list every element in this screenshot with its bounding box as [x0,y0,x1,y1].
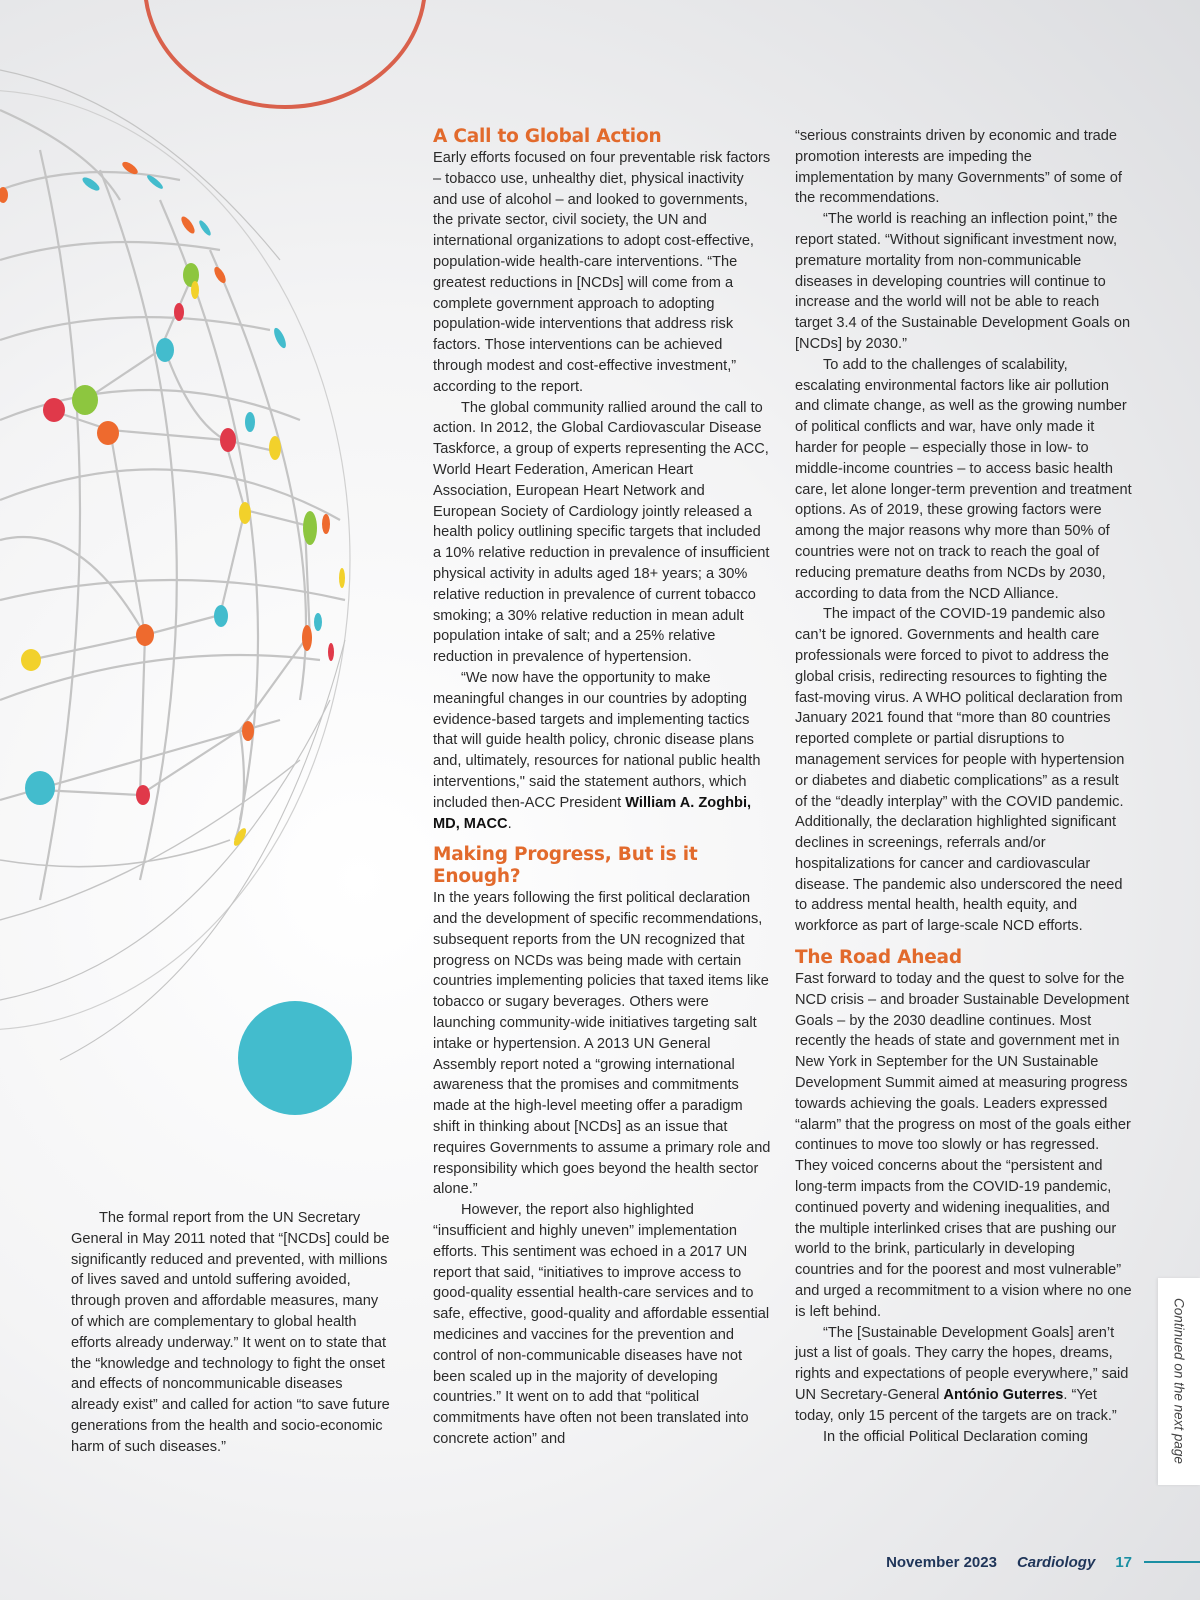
person-name: António Guterres [943,1387,1064,1404]
paragraph: The impact of the COVID-19 pandemic also can’t be ignored. Governments and health care professionals were forced to pivot to address the global crisis, redirecting resources to fighting the fast-moving virus. A WHO political declaration from January 2021 found that “more than 80 countries reported complete or partial disruptions to management services for people with hypertension or diabetes and diabetic complications” as a result of the “deadly interplay” with the COVID pandemic. Additionally, the declaration highlighted significant declines in screenings, referrals and/or hospitalizations for cancer and cardiovascular disease. The pandemic also underscored the need to address mental health, health equity, and workforce as part of large-scale NCD efforts. [795,606,1125,935]
paragraph: To add to the challenges of scalability, escalating environmental factors like air pollution and climate change, as well as the growing number of political conflicts and war, have only made it harder for people – especially those in low- to middle-income countries – to access basic health care, let alone longer-term prevention and treatment options. As of 2019, these growing factors were among the major reasons why more than 50% of countries were not on track to reach the goal of reducing premature deaths from NCDs by 2030, according to data from the NCD Alliance. [795,356,1132,602]
paragraph [433,668,771,834]
magazine-title: Cardiology [1016,1553,1096,1571]
paragraph: In the years following the first political declaration and the development of specific recommendations, subsequent reports from the UN recognized that progress on NCDs was being made with certain countries implementing policies that taxed items like tobacco or sugary beverages. Others were launching community-wide initiatives targeting salt intake or hypertension. A 2013 UN General Assembly report noted a “growing international awareness that the promises and commitments made at the high-level meeting offer a paradigm shift in thinking about [NCDs] as an issue that requires Governments to assume a primary role and responsibility which goes beyond the health sector alone.” [433,890,771,1198]
footer-rule [1144,1561,1200,1563]
page-footer [886,1551,1200,1573]
person-name: William A. Zoghbi, MD, MACC [433,794,752,832]
section-heading: Making Progress, But is it Enough? [433,844,698,888]
paragraph: “serious constraints driven by economic and trade promotion interests are impeding the implementation by many Governments” of some of the recommendations. [795,128,1122,207]
continued-label: Continued on the next page [1171,1298,1187,1464]
paragraph: “The world is reaching an inflection point,” the report stated. “Without significant investment now, premature mortality from non-communicable diseases in developing countries will continue to increase and the world will not be able to reach target 3.4 of the Sustainable Development Goals on [NCDs] by 2030.” [795,211,1131,352]
middle-column [433,126,771,1450]
issue-date: November 2023 [886,1553,997,1571]
paragraph: Early efforts focused on four preventable risk factors – tobacco use, unhealthy diet, physical inactivity and use of alcohol – and looked to governments, the private sector, civil society, the UN and international organizations to adopt cost-effective, population-wide health-care interventions. “The greatest reductions in [NCDs] will come from a complete government approach to adopting population-wide interventions that address risk factors. Those interventions can be achieved through modest and cost-effective investment,” according to the report. [433,150,771,395]
section-heading: The Road Ahead [795,947,962,969]
quote-end: . “Yet today, only 15 percent of the targets are on track.” [795,1387,1117,1424]
section-heading: A Call to Global Action [433,126,662,147]
paragraph: Fast forward to today and the quest to solve for the NCD crisis – and broader Sustainable Development Goals – by the 2030 deadline continues. Most recently the heads of state and government met in New York in September for the UN Sustainable Development Summit aimed at measuring progress towards achieving the goals. Leaders expressed “alarm” that the progress on most of the goals either continues to move too slowly or has regressed. They voiced concerns about the “persistent and long-term impacts from the COVID-19 pandemic, continued poverty and widening inequalities, and the multiple interlinked crises that are pushing our world to the brink, particularly in developing countries and for the poorest and most vulnerable” and urged a recommitment to a vision where no one is left behind. [795,971,1132,1320]
left-column [71,1208,393,1458]
continued-tab[interactable] [1158,1278,1200,1485]
paragraph: However, the report also highlighted “insufficient and highly uneven” implementation efforts. This sentiment was echoed in a 2017 UN report that said, “initiatives to improve access to good-quality essential health-care services and to safe, effective, good-quality and affordable essential medicines and vaccines for the prevention and control of non-communicable diseases have not been scaled up in the majority of developing countries.” It went on to add that “political commitments have often not been translated into concrete action” and [433,1202,770,1448]
right-column [795,126,1133,1447]
paragraph: The formal report from the UN Secretary General in May 2011 noted that “[NCDs] could be significantly reduced and prevented, with millions of lives saved and untold suffering avoided, through proven and affordable measures, many of which are complementary to global health efforts already underway.” It went on to state that the “knowledge and technology to fight the onset and effects of noncommunicable diseases already exist” and called for action “to save future generations from the health and socio-economic harm of such diseases.” [71,1210,390,1455]
page-number: 17 [1115,1553,1132,1571]
network-globe-icon [0,0,400,1080]
paragraph: The global community rallied around the call to action. In 2012, the Global Cardiovascular Disease Taskforce, a group of experts representing the ACC, World Heart Federation, American Heart Association, European Heart Network and European Society of Cardiology jointly released a health policy outlining specific targets that included a 10% relative reduction in prevalence of insufficient physical activity in adults aged 18+ years; a 30% relative reduction in prevalence of current tobacco smoking; a 30% relative reduction in mean adult population intake of salt; and a 25% relative reduction in prevalence of hypertension. [433,399,770,666]
paragraph: In the official Political Declaration coming [823,1428,1088,1445]
quote-text: “We now have the opportunity to make meaningful changes in our countries by adopting evidence-based targets and implementing tactics that will guide health policy, chronic disease plans and, ultimately, resources for national public health interventions," said the statement authors, which included then-ACC President [433,669,761,811]
quote-text: “The [Sustainable Development Goals] aren’t just a list of goals. They carry the hopes, dreams, rights and expectations of people everywhere,” said UN Secretary-General [795,1324,1129,1404]
teal-circle-icon [238,1001,352,1115]
paragraph [795,1323,1133,1427]
quote-end: . [507,815,512,832]
